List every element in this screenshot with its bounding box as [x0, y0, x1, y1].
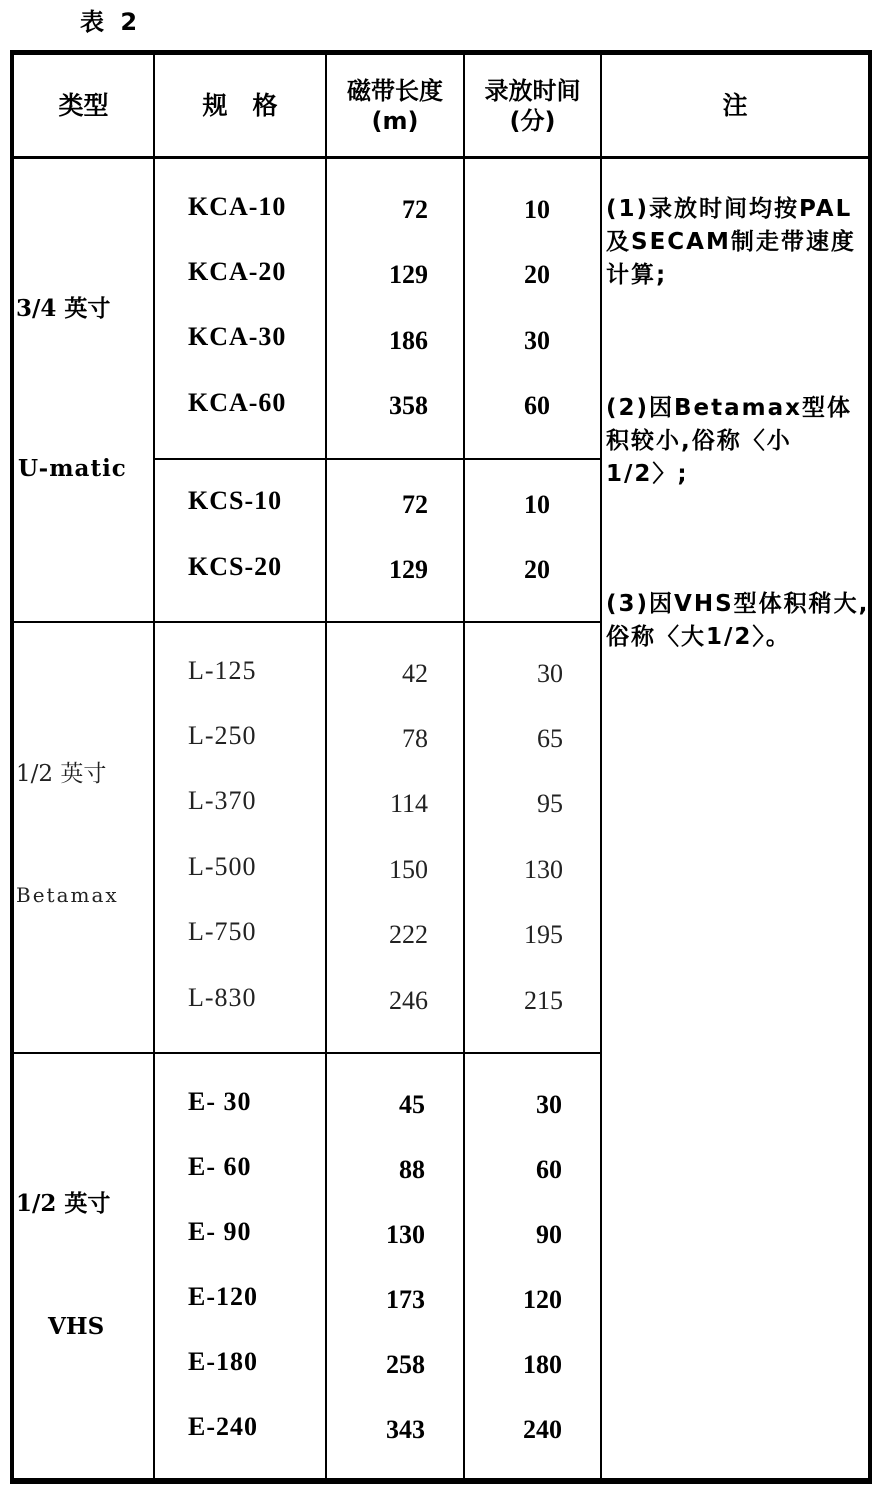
length-cell: 78: [402, 724, 428, 753]
col-divider-time: [600, 55, 602, 1480]
group-divider-1: [14, 621, 600, 623]
spec-cell: E-180: [188, 1347, 258, 1376]
length-cell: 88: [399, 1155, 425, 1184]
length-cell: 45: [399, 1090, 425, 1119]
length-cell: 150: [389, 855, 428, 884]
time-cell: 95: [537, 789, 563, 818]
time-cell: 30: [537, 659, 563, 688]
time-cell: 195: [524, 920, 563, 949]
length-cell: 173: [386, 1285, 425, 1314]
type-umatic-size: 3/4 英寸: [16, 295, 111, 322]
time-cell: 240: [523, 1415, 562, 1444]
spec-cell: KCS-20: [188, 552, 283, 581]
note-3: (3)因VHS型体积稍大,俗称〈大1/2〉。: [606, 591, 870, 650]
spec-cell: L-125: [188, 656, 257, 685]
length-cell: 129: [389, 555, 428, 584]
spec-cell: E-120: [188, 1282, 258, 1311]
note-2: (2)因Betamax型体积较小,俗称〈小1/2〉;: [606, 395, 852, 487]
spec-cell: E- 30: [188, 1087, 252, 1116]
length-cell: 246: [389, 986, 428, 1015]
spec-cell: E-240: [188, 1412, 258, 1441]
type-vhs-size: 1/2 英寸: [16, 1190, 111, 1217]
time-cell: 120: [523, 1285, 562, 1314]
type-betamax-size: 1/2 英寸: [16, 761, 107, 787]
type-vhs-name: VHS: [48, 1313, 105, 1340]
spec-cell: E- 90: [188, 1217, 252, 1246]
time-cell: 60: [524, 391, 550, 420]
time-cell: 215: [524, 986, 563, 1015]
type-umatic-name: U-matic: [18, 455, 127, 482]
spec-cell: KCS-10: [188, 486, 283, 515]
length-cell: 258: [386, 1350, 425, 1379]
spec-cell: KCA-30: [188, 322, 287, 351]
header-note: 注: [722, 91, 748, 121]
header-spec: 规 格: [202, 91, 278, 121]
length-cell: 72: [402, 490, 428, 519]
time-cell: 60: [536, 1155, 562, 1184]
time-cell: 30: [524, 326, 550, 355]
spec-cell: KCA-20: [188, 257, 287, 286]
col-divider-spec: [325, 55, 327, 1480]
time-cell: 20: [524, 260, 550, 289]
spec-cell: L-750: [188, 917, 257, 946]
type-betamax-name: Betamax: [16, 883, 119, 907]
header-type: 类型: [58, 91, 109, 121]
time-cell: 30: [536, 1090, 562, 1119]
length-cell: 129: [389, 260, 428, 289]
col-divider-type: [153, 55, 155, 1480]
group-divider-2: [14, 1052, 600, 1054]
time-cell: 180: [523, 1350, 562, 1379]
table-caption: 表 2: [80, 8, 142, 36]
time-cell: 10: [524, 195, 550, 224]
length-cell: 72: [402, 195, 428, 224]
spec-cell: E- 60: [188, 1152, 252, 1181]
spec-cell: KCA-10: [188, 192, 287, 221]
length-cell: 358: [389, 391, 428, 420]
time-cell: 130: [524, 855, 563, 884]
length-cell: 130: [386, 1220, 425, 1249]
length-cell: 222: [389, 920, 428, 949]
spec-cell: L-830: [188, 983, 257, 1012]
time-cell: 90: [536, 1220, 562, 1249]
length-cell: 186: [389, 326, 428, 355]
length-cell: 343: [386, 1415, 425, 1444]
time-cell: 10: [524, 490, 550, 519]
header-play-time: 录放时间 (分): [484, 77, 581, 135]
spec-cell: L-370: [188, 786, 257, 815]
length-cell: 114: [389, 789, 428, 818]
kca-kcs-divider: [155, 458, 600, 460]
time-cell: 65: [537, 724, 563, 753]
spec-cell: L-500: [188, 852, 257, 881]
header-tape-length: 磁带长度 (m): [347, 77, 443, 135]
length-cell: 42: [402, 659, 428, 688]
note-1: (1)录放时间均按PAL及SECAM制走带速度计算;: [606, 196, 856, 288]
header-divider: [14, 156, 868, 159]
spec-cell: L-250: [188, 721, 257, 750]
time-cell: 20: [524, 555, 550, 584]
spec-cell: KCA-60: [188, 388, 287, 417]
